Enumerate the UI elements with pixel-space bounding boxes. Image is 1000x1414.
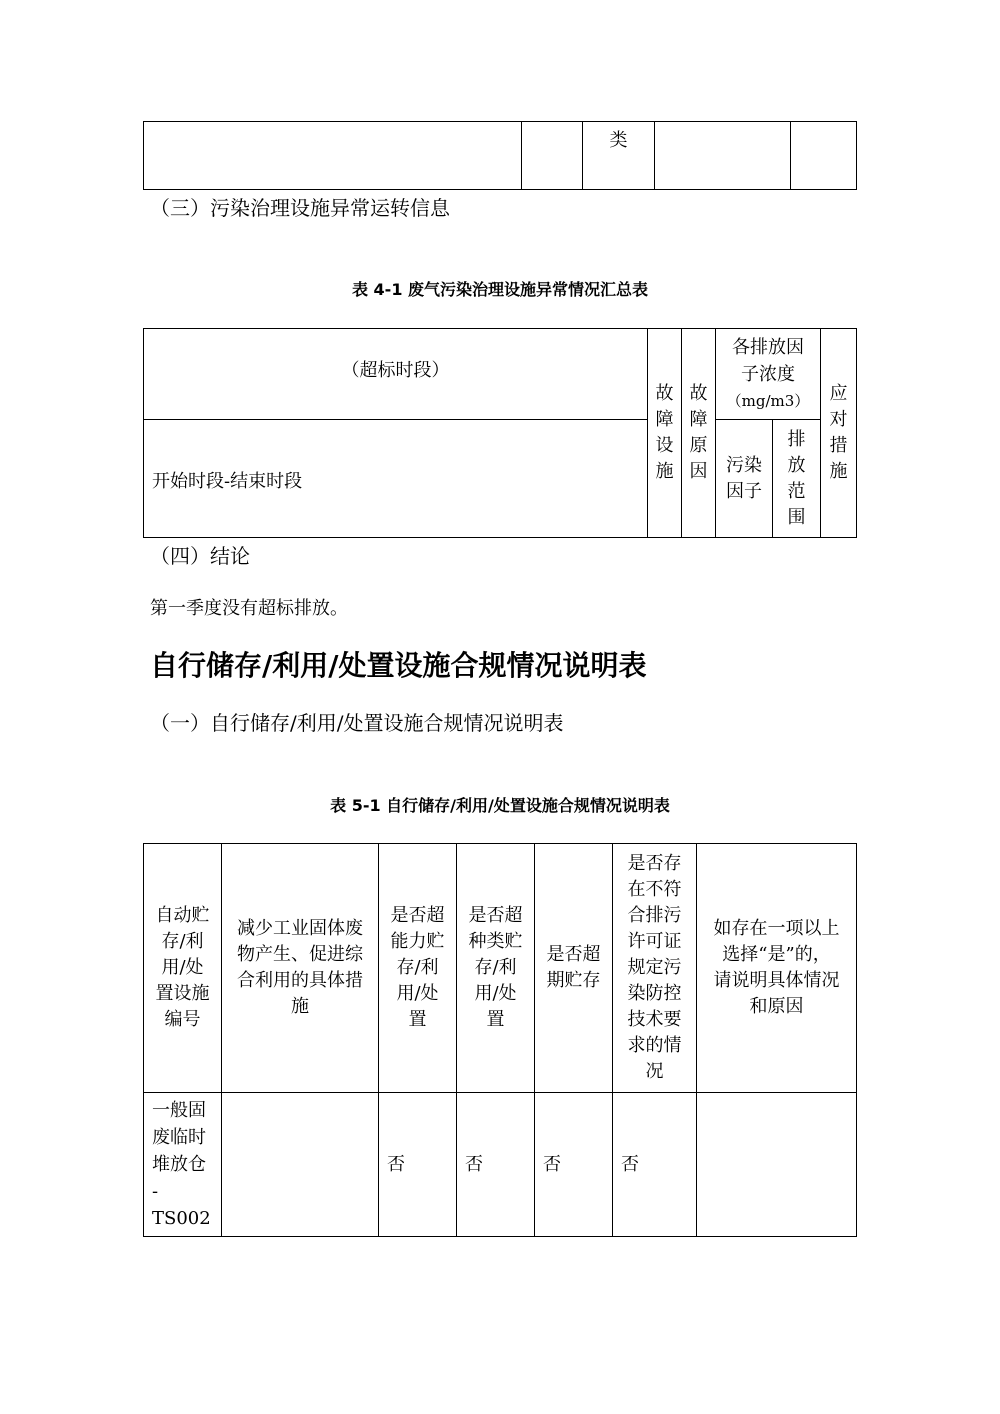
fault-reason-header (682, 329, 716, 538)
top-table-cell (522, 122, 583, 190)
measures-header (821, 329, 857, 538)
cell-value: 否 (621, 1153, 639, 1175)
header-line: 子浓度 (741, 363, 795, 385)
section-4-heading: （四）结论 (150, 544, 250, 568)
header-line: 许可证 (627, 931, 682, 952)
header-explanation (697, 844, 857, 1093)
header-measures (222, 844, 379, 1093)
range-header (773, 420, 821, 538)
cell-over-capacity (379, 1093, 457, 1237)
table-5-1 (143, 843, 857, 1237)
header-line: 技术要 (627, 1009, 682, 1030)
header-line: 用/处 (474, 983, 517, 1004)
header-line: （mg/m3） (726, 391, 810, 410)
header-char: 原 (689, 435, 708, 456)
cell-line: - (152, 1181, 159, 1202)
cell-facility (144, 1093, 222, 1237)
header-line: 和原因 (749, 996, 804, 1017)
period-header (144, 329, 648, 420)
header-line: 置设施 (155, 983, 210, 1004)
header-line: 置 (486, 1009, 505, 1030)
concentration-header (716, 329, 821, 420)
header-char: 施 (829, 461, 848, 482)
header-char: 设 (655, 435, 674, 456)
header-line: 置 (408, 1009, 427, 1030)
factor-header (716, 420, 773, 538)
header-char: 围 (787, 506, 806, 528)
header-over-period (535, 844, 613, 1093)
header-line: 存/利 (396, 957, 439, 978)
cell-text: 类 (609, 130, 628, 151)
table-5-1-caption: 表 5-1 自行储存/利用/处置设施合规情况说明表 (330, 796, 670, 815)
header-line: 施 (291, 996, 309, 1017)
cell-non-compliant (613, 1093, 697, 1237)
top-table-cell (144, 122, 522, 190)
header-line: 规定污 (627, 957, 682, 978)
header-line: 自动贮 (155, 905, 210, 926)
header-line: 况 (645, 1061, 664, 1082)
header-line: 选择“是”的， (722, 944, 831, 965)
cell-explanation (697, 1093, 857, 1237)
header-over-capacity (379, 844, 457, 1093)
conclusion-text: 第一季度没有超标排放。 (150, 598, 348, 619)
header-line: 各排放因 (732, 336, 804, 358)
period-subheader (144, 420, 648, 538)
table-row (144, 1093, 857, 1237)
header-char: 排 (787, 428, 806, 450)
header-char: 放 (787, 454, 806, 476)
header-line: 是否存 (627, 853, 682, 874)
cell-value: 否 (387, 1153, 405, 1175)
header-line: 存/利 (161, 931, 204, 952)
table-4-1-caption: 表 4-1 废气污染治理设施异常情况汇总表 (351, 280, 649, 299)
header-line: 是否超 (546, 944, 601, 965)
top-table-cell-lei (583, 122, 655, 190)
header-line: 染防控 (627, 983, 682, 1004)
header-line: 请说明具体情况 (713, 970, 840, 991)
period-sub-label: 开始时段-结束时段 (152, 470, 303, 492)
header-line: 因子 (726, 480, 762, 502)
cell-over-type (457, 1093, 535, 1237)
top-table-cell (791, 122, 857, 190)
header-non-compliant (613, 844, 697, 1093)
header-line: 是否超 (468, 905, 523, 926)
header-char: 因 (689, 461, 708, 482)
header-line: 能力贮 (390, 931, 445, 952)
header-char: 施 (655, 461, 674, 482)
header-facility-id (144, 844, 222, 1093)
header-line: 编号 (164, 1009, 201, 1030)
cell-over-period (535, 1093, 613, 1237)
period-label: （超标时段） (341, 360, 450, 381)
header-line: 用/处 (396, 983, 439, 1004)
cell-line: 一般固 (152, 1100, 206, 1121)
header-char: 措 (829, 435, 848, 456)
top-table-cell (655, 122, 791, 190)
header-line: 用/处 (161, 957, 204, 978)
fault-facility-header (648, 329, 682, 538)
header-line: 合利用的具体措 (237, 970, 363, 991)
header-over-type (457, 844, 535, 1093)
top-table-fragment (143, 121, 857, 190)
table-4-1 (143, 328, 857, 538)
header-line: 污染 (726, 454, 762, 476)
header-line: 在不符 (627, 879, 682, 900)
chapter-title: 自行储存/利用/处置设施合规情况说明表 (150, 649, 647, 682)
header-char: 故 (689, 383, 708, 404)
header-char: 对 (829, 409, 848, 430)
cell-line: 废临时 (152, 1127, 206, 1148)
header-line: 存/利 (474, 957, 517, 978)
cell-line: 堆放仓 (152, 1154, 206, 1175)
header-char: 范 (787, 480, 806, 502)
cell-measures (222, 1093, 379, 1237)
cell-line: TS002 (152, 1208, 211, 1229)
header-line: 减少工业固体废 (237, 918, 363, 939)
header-char: 障 (655, 409, 674, 430)
section-3-heading: （三）污染治理设施异常运转信息 (150, 196, 450, 220)
header-line: 如存在一项以上 (713, 918, 840, 939)
subsection-1-heading: （一）自行储存/利用/处置设施合规情况说明表 (150, 711, 564, 735)
header-line: 求的情 (627, 1035, 682, 1056)
header-line: 合排污 (627, 905, 682, 926)
header-char: 应 (829, 383, 848, 404)
header-line: 是否超 (390, 905, 445, 926)
header-line: 种类贮 (468, 931, 523, 952)
header-line: 期贮存 (546, 970, 601, 991)
cell-value: 否 (465, 1153, 483, 1175)
header-line: 物产生、促进综 (237, 944, 363, 965)
header-char: 故 (655, 383, 674, 404)
header-char: 障 (689, 409, 708, 430)
cell-value: 否 (543, 1153, 561, 1175)
